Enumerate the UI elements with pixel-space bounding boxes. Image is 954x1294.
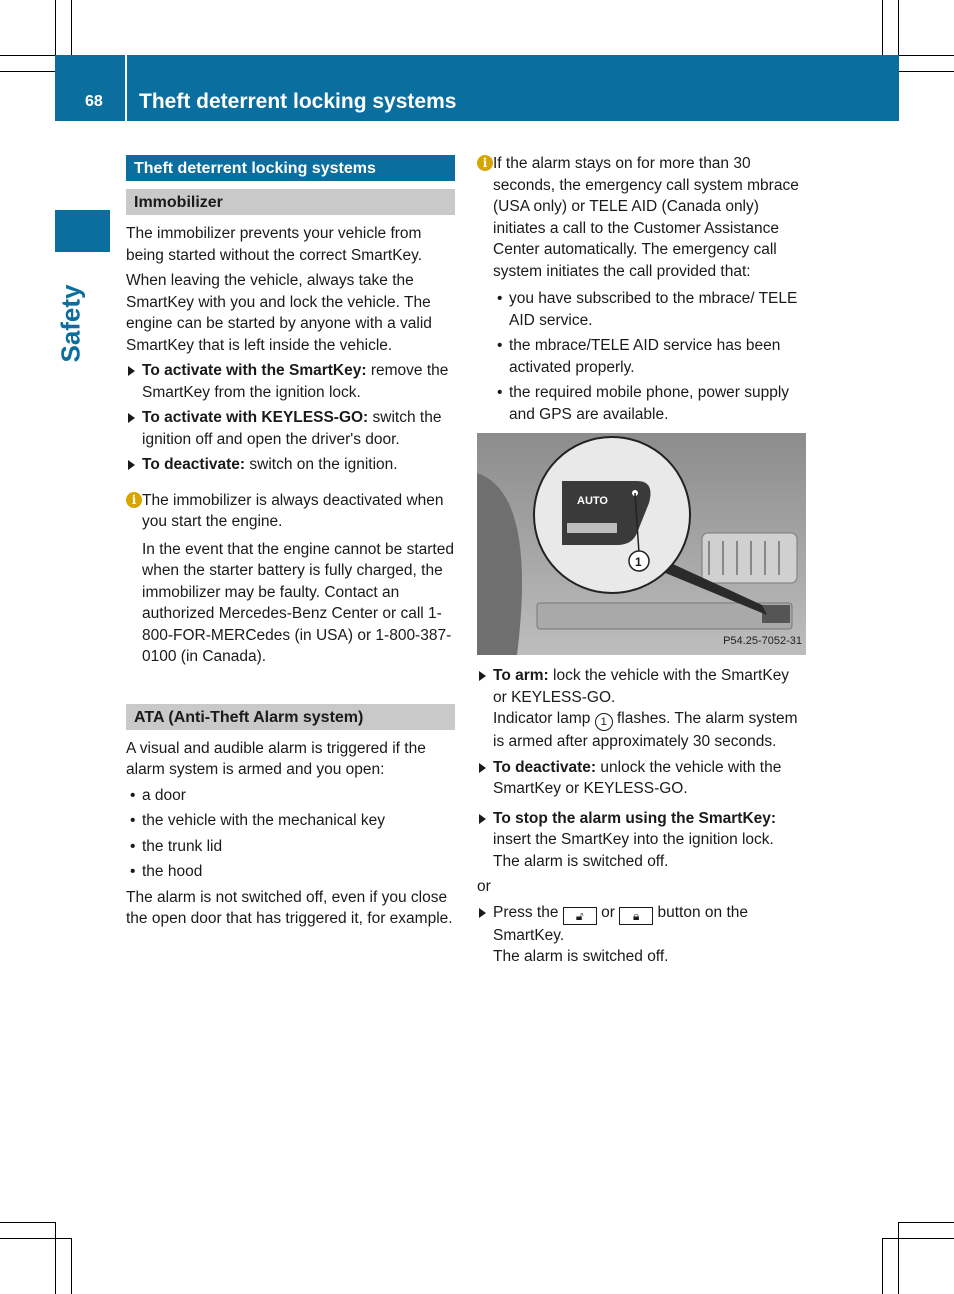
figure-code: P54.25-7052-31 [723,634,802,647]
right-column [477,153,807,972]
step-item: To stop the alarm using the SmartKey: insert the SmartKey into the ignition lock. The alarm is switched off. [477,808,807,873]
section-tab [55,210,110,252]
crop-mark [71,0,72,56]
page-number: 68 [85,93,103,110]
lock-key-icon: 🔒︎ [619,907,653,925]
crop-mark [0,1238,72,1239]
page-header [55,55,899,121]
section-heading: Theft deterrent locking systems [126,155,455,181]
callout-1-icon: 1 [595,713,613,731]
crop-mark [0,71,56,72]
list-item: • you have subscribed to the mbrace/ TELE AID service. [493,288,807,331]
step-item: To deactivate: unlock the vehicle with the SmartKey or KEYLESS-GO. [477,757,807,800]
step-item: To deactivate: switch on the ignition. [126,454,455,476]
list-item: • the vehicle with the mechanical key [126,810,455,832]
crop-mark [898,1222,899,1294]
immobilizer-heading: Immobilizer [126,189,455,215]
or-text: or [477,878,491,895]
step-item: To activate with KEYLESS-GO: switch the ignition off and open the driver's door. [126,407,455,450]
crop-mark [882,1238,954,1239]
info-icon: i [477,155,493,171]
crop-mark [71,1238,72,1294]
auto-button-label: AUTO [577,495,608,507]
crop-mark [882,1238,883,1294]
paragraph: When leaving the vehicle, always take the SmartKey with you and lock the vehicle. The engine can be started by anyone with a valid SmartKey that is left inside the vehicle. [126,272,432,354]
crop-mark [55,1222,56,1294]
dashboard-figure [477,433,806,655]
ata-heading: ATA (Anti-Theft Alarm system) [126,704,455,730]
crop-mark [898,1222,954,1223]
info-note [126,490,455,668]
left-column [126,155,455,934]
crop-mark [882,0,883,56]
list-item: • a door [126,785,455,807]
paragraph: The immobilizer prevents your vehicle from being started without the correct SmartKey. [126,225,423,264]
list-item: • the required mobile phone, power supply and GPS are available. [493,382,807,425]
crop-mark [898,71,954,72]
header-divider [125,55,127,121]
info-text: The immobilizer is always deactivated when you start the engine. [142,491,444,530]
unlock-key-icon: 🔓︎ [563,907,597,925]
info-icon: i [126,492,142,508]
info-text: If the alarm stays on for more than 30 seconds, the emergency call system mbrace (USA only) or TELE AID (Canada only) initiates a call to the Customer Assistance Center automatically. The emergency call system initiates the call provided that: [493,155,799,280]
step-item: Press the 🔓︎ or 🔒︎ button on the SmartKey. The alarm is switched off. [477,902,807,968]
callout-number: 1 [635,555,642,569]
list-item: • the mbrace/TELE AID service has been activated properly. [493,335,807,378]
list-item: • the hood [126,861,455,883]
paragraph: A visual and audible alarm is triggered if the alarm system is armed and you open: [126,739,426,778]
page-title: Theft deterrent locking systems [139,90,457,113]
list-item: • the trunk lid [126,836,455,858]
step-item: To activate with the SmartKey: remove the SmartKey from the ignition lock. [126,360,455,403]
info-text: In the event that the engine cannot be started when the starter battery is fully charged, the immobilizer may be faulty. Contact an authorized Mercedes-Benz Center or call 1-800-FOR-MERCedes (in USA) or 1-800-387-0100 (in Canada). [142,540,454,665]
crop-mark [0,1222,56,1223]
step-item: To arm: lock the vehicle with the SmartKey or KEYLESS-GO. Indicator lamp 1 flashes. The alarm system is armed after approximately 30 seconds. [477,665,807,753]
info-note [477,153,807,425]
dashboard-illustration [477,433,806,655]
section-label-text: Safety [55,284,86,363]
paragraph: The alarm is not switched off, even if you close the open door that has triggered it, for example. [126,888,453,927]
section-label [54,270,114,370]
